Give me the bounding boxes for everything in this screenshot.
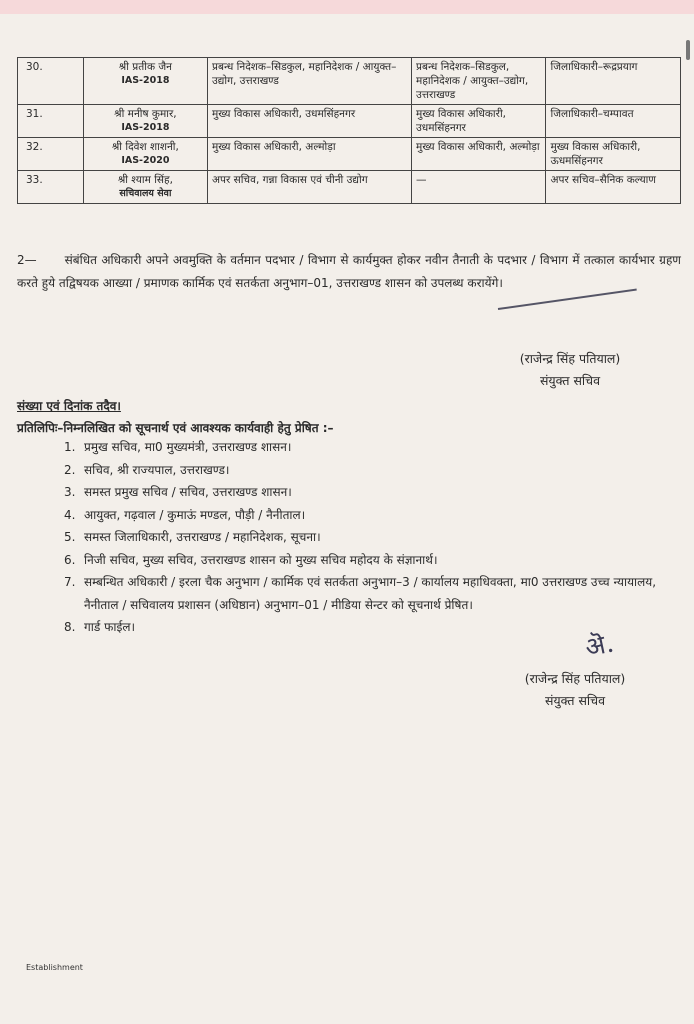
list-text: सचिव, श्री राज्यपाल, उत्तराखण्ड। (84, 462, 230, 477)
list-number: 8. (64, 620, 76, 634)
signature-block-2 (490, 668, 660, 712)
list-number: 3. (64, 485, 76, 499)
list-text: समस्त प्रमुख सचिव / सचिव, उत्तराखण्ड शासन। (84, 485, 292, 499)
list-text: निजी सचिव, मुख्य सचिव, उत्तराखण्ड शासन को मुख्य सचिव महोदय के संज्ञानार्थ। (84, 552, 438, 567)
relieved-post-cell: मुख्य विकास अधिकारी, उधमसिंहनगर (412, 105, 546, 138)
relieved-post-cell: प्रबन्ध निदेशक–सिडकुल, महानिदेशक / आयुक्त–उद्योग, उत्तराखण्ड (412, 58, 546, 105)
officer-cell (83, 58, 207, 105)
reference-line: संख्या एवं दिनांक तदैव। (17, 399, 121, 413)
list-text: प्रमुख सचिव, मा0 मुख्यमंत्री, उत्तराखण्ड शासन। (84, 440, 292, 454)
officer-name: श्री मनीष कुमार, (114, 108, 177, 120)
new-post-cell: जिलाधिकारी–चम्पावत (546, 105, 681, 138)
officer-cell (83, 138, 207, 171)
table-row (18, 105, 681, 138)
copy-to-heading: प्रतिलिपिः–निम्नलिखित को सूचनार्थ एवं आवश्यक कार्यवाही हेतु प्रेषित :– (17, 421, 334, 435)
current-post-cell: प्रबन्ध निदेशक–सिडकुल, महानिदेशक / आयुक्त–उद्योग, उत्तराखण्ड (208, 58, 412, 105)
officer-service: सचिवालय सेवा (119, 188, 172, 199)
signature-mark-2: ऄ. (582, 628, 617, 664)
list-item (60, 549, 688, 572)
list-number: 7. (64, 575, 76, 589)
list-text: समस्त जिलाधिकारी, उत्तराखण्ड / महानिदेशक, सूचना। (84, 530, 321, 544)
transfer-table (17, 57, 681, 204)
serial-cell: 33. (18, 171, 84, 204)
new-post-cell: जिलाधिकारी–रूद्रप्रयाग (546, 58, 681, 105)
table-row (18, 58, 681, 105)
list-number: 4. (64, 507, 76, 522)
list-item (60, 504, 688, 527)
current-post-cell: मुख्य विकास अधिकारी, अल्मोड़ा (208, 138, 412, 171)
paragraph-number: 2— (17, 253, 37, 267)
list-item (60, 526, 688, 549)
serial-cell: 30. (18, 58, 84, 105)
list-item (60, 571, 688, 616)
list-item (60, 481, 688, 504)
officer-service: IAS-2018 (121, 75, 170, 86)
relieved-post-cell: — (412, 171, 546, 204)
signatory-name: (राजेन्द्र सिंह पतियाल) (519, 351, 621, 366)
list-text: सम्बन्धित अधिकारी / इरला चैक अनुभाग / कार्मिक एवं सतर्कता अनुभाग–3 / कार्यालय महाधिवक्ता, मा0 उत्तराखण्ड उच्च न्यायालय, नैनीताल / सचिवालय प्रशासन (अधिष्ठान) अनुभाग–01 / मीडिया सेन्टर को सूचनार्थ प्रेषित। (84, 575, 657, 612)
paragraph-2 (17, 249, 681, 295)
new-post-cell: अपर सचिव–सैनिक कल्याण (546, 171, 681, 204)
relieved-post-cell: मुख्य विकास अधिकारी, अल्मोड़ा (412, 138, 546, 171)
table-row (18, 171, 681, 204)
reference-block (17, 395, 334, 439)
footer-label: Establishment (26, 963, 83, 972)
list-number: 5. (64, 530, 76, 544)
officer-name: श्री दिवेश शाशनी, (111, 141, 179, 153)
signatory-title: संयुक्त सचिव (544, 693, 606, 708)
list-text: आयुक्त, गढ़वाल / कुमाऊं मण्डल, पौड़ी / नैनीताल। (84, 507, 306, 522)
officer-cell (83, 171, 207, 204)
copy-list (60, 436, 688, 639)
serial-cell: 32. (18, 138, 84, 171)
serial-cell: 31. (18, 105, 84, 138)
officer-name: श्री श्याम सिंह, (117, 174, 173, 186)
officer-service: IAS-2018 (121, 122, 170, 133)
signature-block-1 (480, 348, 660, 392)
officer-cell (83, 105, 207, 138)
list-text: गार्ड फाईल। (84, 620, 136, 634)
list-number: 2. (64, 462, 76, 477)
table-row (18, 138, 681, 171)
top-band (0, 0, 694, 14)
signatory-title: संयुक्त सचिव (539, 373, 601, 388)
officer-name: श्री प्रतीक जैन (118, 61, 172, 73)
officer-service: IAS-2020 (121, 155, 170, 166)
list-number: 6. (64, 552, 76, 567)
list-item (60, 459, 688, 482)
list-number: 1. (64, 440, 76, 454)
page-edge-mark (686, 40, 690, 60)
list-item (60, 436, 688, 459)
current-post-cell: मुख्य विकास अधिकारी, उधमसिंहनगर (208, 105, 412, 138)
current-post-cell: अपर सचिव, गन्ना विकास एवं चीनी उद्योग (208, 171, 412, 204)
signatory-name: (राजेन्द्र सिंह पतियाल) (524, 671, 626, 686)
paragraph-text: संबंधित अधिकारी अपने अवमुक्ति के वर्तमान पदभार / विभाग से कार्यमुक्त होकर नवीन तैनाती के पदभार / विभाग में तत्काल कार्यभार ग्रहण करते हुये तद्विषयक आख्या / प्रमाणक कार्मिक एवं सतर्कता अनुभाग–01, उत्तराखण्ड शासन को उपलब्ध करायेंगे। (17, 253, 681, 290)
new-post-cell: मुख्य विकास अधिकारी, ऊधमसिंहनगर (546, 138, 681, 171)
